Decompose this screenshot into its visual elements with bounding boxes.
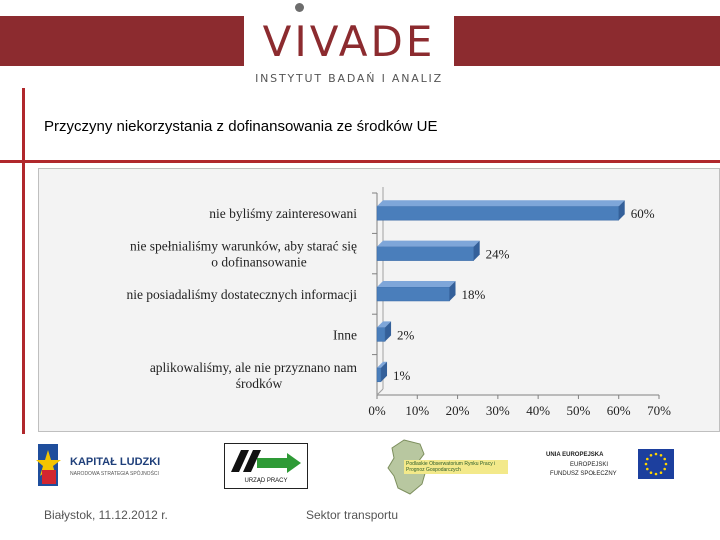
slide-title: Przyczyny niekorzystania z dofinansowania ze środków UE [44, 118, 438, 135]
bar-chart [39, 169, 719, 431]
bar [377, 327, 385, 341]
brand-tagline: INSTYTUT BADAŃ I ANALIZ [255, 72, 443, 85]
eu-logo [540, 446, 676, 484]
brand-name: VIVADE [262, 17, 436, 66]
x-axis-depth [377, 389, 383, 395]
bar-top [377, 241, 480, 247]
accent-vertical-line [22, 88, 25, 434]
category-label: o dofinansowanie [211, 254, 307, 270]
category-label: nie byliśmy zainteresowani [209, 206, 357, 222]
bar [377, 287, 450, 301]
bar [377, 247, 474, 261]
bar-value-label: 1% [393, 367, 411, 383]
bar-value-label: 24% [485, 246, 510, 262]
top-strip [0, 0, 720, 12]
x-tick-label: 60% [606, 403, 631, 418]
brand-dot-icon [295, 3, 304, 12]
accent-horizontal-line [0, 160, 720, 163]
x-tick-label: 0% [368, 403, 386, 418]
urzad-pracy-label: URZĄD PRACY [244, 478, 288, 484]
kapital-subtitle: NARODOWA STRATEGIA SPÓJNOŚCI [70, 471, 159, 477]
footer-date: Białystok, 11.12.2012 r. [44, 508, 168, 522]
kapital-title: KAPITAŁ LUDZKI [70, 456, 161, 468]
category-label: środków [235, 375, 283, 391]
eu-flag-icon [638, 449, 674, 479]
x-tick-label: 70% [647, 403, 671, 418]
brand-logo [244, 12, 454, 70]
bar-value-label: 18% [461, 287, 486, 302]
bar [377, 368, 381, 382]
chart-frame [38, 168, 720, 432]
obserwatorium-name: Podlaskie Obserwatorium Rynku Pracy i Prognoz Gospodarczych [404, 460, 508, 474]
category-label: nie posiadaliśmy dostatecznych informacji [126, 287, 357, 302]
urzad-pracy-arrow-icon [225, 444, 307, 478]
kapital-ludzki-logo [36, 440, 176, 490]
x-tick-label: 50% [566, 403, 591, 418]
footer-sector: Sektor transportu [306, 508, 399, 522]
bar-top [377, 281, 456, 287]
eu-line3: FUNDUSZ SPOŁECZNY [550, 471, 617, 477]
eu-line2: EUROPEJSKI [570, 462, 609, 468]
obserwatorium-logo [384, 438, 504, 496]
category-label: Inne [333, 327, 357, 343]
category-label: nie spełnialiśmy warunków, aby starać się [129, 238, 357, 254]
x-tick-label: 10% [405, 403, 430, 418]
bar-value-label: 60% [630, 206, 655, 222]
bar-value-label: 2% [397, 327, 415, 343]
x-tick-label: 40% [526, 403, 551, 418]
x-tick-label: 30% [485, 403, 510, 418]
eu-line1: UNIA EUROPEJSKA [546, 452, 604, 458]
urzad-pracy-logo [224, 443, 308, 489]
category-label: aplikowaliśmy, ale nie przyznano nam [149, 359, 357, 375]
bar [377, 206, 619, 220]
bar-top [377, 200, 625, 206]
x-tick-label: 20% [445, 403, 470, 418]
